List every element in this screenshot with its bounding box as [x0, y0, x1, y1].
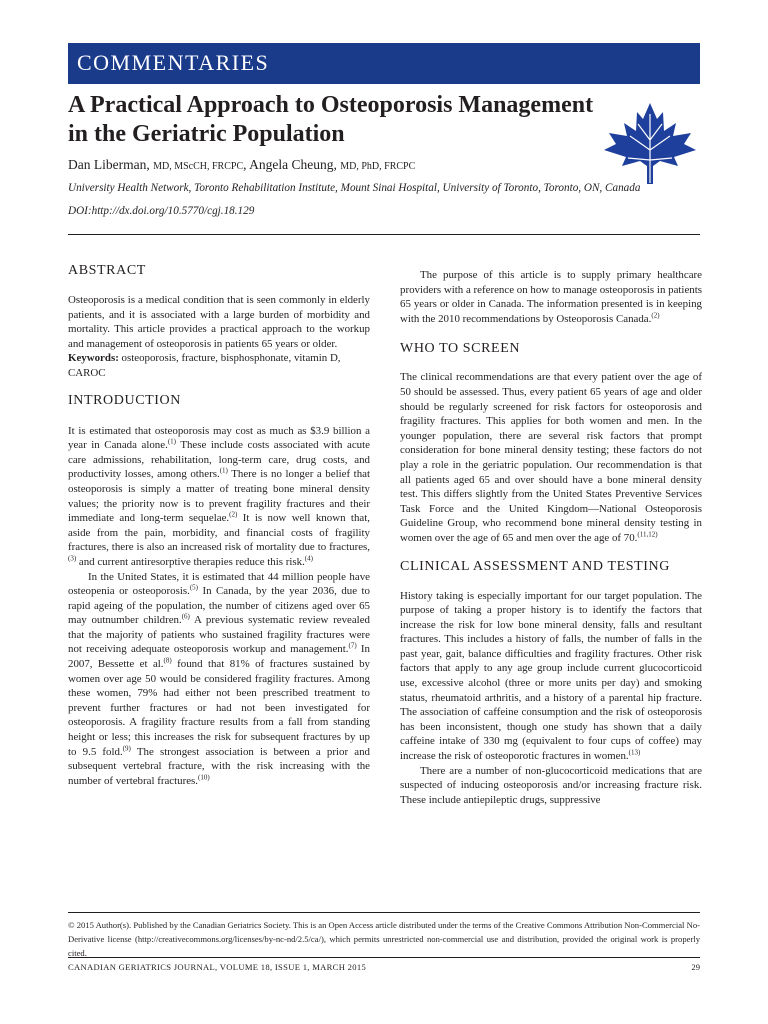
- citation: (1): [219, 466, 228, 475]
- who-to-screen-paragraph: The clinical recommendations are that every patient over the age of 50 should be assessed. Thus, every patient 65 years of age and older should be regularly screened for risk factors for osteoporosis and fragility fractures. This applies for both women and men. In the younger population, there are several risk factors that prompt consideration for bone mineral density testing; these factors do not play a role in the geriatric population. Our recommendation is that all patients aged 65 and over should have a bone mineral density test. This differs slightly from the United States Preventive Services Task Force and the United Kingdom—National Osteoporosis Guideline Group, who recommend bone mineral density testing in women over the age of 65 and men over the age of 70.$^{(11,12)}$: [400, 371, 702, 544]
- citation: (10): [198, 773, 210, 782]
- introduction-paragraph: It is estimated that osteoporosis may cost as much as $3.9 billion a year in Canada alone.$^{(1)}$ These include costs associated with acute care admissions, rehabilitation, long-term care, drug costs, and productivity losses, among others.$^{(1)}$ There is no longer a belief that osteoporosis is simply a matter of treating bone mineral density values; the priority now is to prevent fragility fractures and their immediate and long-term sequelae.$^{(2)}$ It is now well known that, aside from the pain, morbidity, and financial costs of fragility fractures, there is also an increased risk of mortality due to fractures,$^{(3)}$ and current antiresorptive therapies reduce this risk.$^{(4)}$: [68, 424, 371, 568]
- citation: (6): [181, 612, 190, 621]
- header-rule: [68, 234, 700, 235]
- affiliation: University Health Network, Toronto Rehabilitation Institute, Mount Sinai Hospital, University of Toronto, Toronto, ON, Canada: [68, 182, 641, 194]
- keywords-list: osteoporosis, fracture, bisphosphonate, vitamin D, CAROC: [68, 352, 341, 379]
- keywords-label: Keywords:: [68, 352, 119, 365]
- clinical-paragraph: History taking is especially important for our target population. The purpose of taking a proper history is to identify the factors that increase the risk for low bone mineral density, falls and resultant fractures. This includes a history of falls, the number of falls in the past year, gait, balance difficulties and fragility fractures. Other risk factors that apply to any age group include current glucocorticoid use, excessive alcohol (three or more units per day) and smoking status, rheumatoid arthritis, and a history of a parental hip fracture. The association of caffeine consumption and the risk of osteoporosis has been inconsistent, though one study has shown that a daily caffeine intake of 330 mg (equivalent to four cups of coffee) may increase the risk of osteoporotic fractures in women.$^{(13)}$: [400, 589, 702, 763]
- citation: (8): [163, 656, 172, 665]
- citation: (9): [122, 744, 131, 752]
- maple-leaf-icon: [600, 100, 700, 188]
- copyright-notice: © 2015 Author(s). Published by the Canadian Geriatrics Society. This is an Open Access article distributed under the terms of the Creative Commons Attribution Non-Commercial No-Derivative license (http://creativecommons.org/licenses/by-nc-nd/2.5/ca/), which permits unrestricted non-commercial use and distribution, provided the original work is properly cited.: [68, 920, 700, 958]
- left-column: [68, 262, 370, 788]
- citation: (7): [348, 641, 357, 650]
- author-separator: ,: [243, 157, 250, 172]
- clinical-assessment-heading: CLINICAL ASSESSMENT AND TESTING: [400, 558, 670, 574]
- author-degrees: MD, MScCH, FRCPC: [153, 161, 244, 172]
- page-number: 29: [691, 962, 700, 972]
- clinical-paragraph: There are a number of non-glucocorticoid medications that are suspected of inducing osteoporosis and/or increasing fracture risk. These include antiepileptic drugs, suppressive: [400, 764, 702, 806]
- citation: (13): [628, 748, 641, 757]
- abstract-heading: ABSTRACT: [68, 263, 146, 278]
- running-head: CANADIAN GERIATRICS JOURNAL, VOLUME 18, ISSUE 1, MARCH 2015: [68, 962, 367, 972]
- purpose-paragraph: The purpose of this article is to supply primary healthcare providers with a reference on how to manage osteoporosis in patients 65 years or older in Canada. The information presented is in keeping with the 2010 recommendations by Osteoporosis Canada.$^{(2)}$: [400, 269, 702, 325]
- footer-rule: [68, 912, 700, 913]
- citation: (2): [229, 510, 238, 519]
- right-column: [400, 268, 702, 807]
- keywords: [68, 351, 370, 380]
- author-name: Dan Liberman,: [68, 157, 154, 172]
- introduction-paragraph: In the United States, it is estimated that 44 million people have osteopenia or osteoporosis.$^{(5)}$ In Canada, by the year 2036, due to rapid ageing of the population, the number of citizens aged over 65 may outnumber children.$^{(6)}$ A previous systematic review revealed that the majority of patients who sustained fragility fractures were not receiving adequate osteoporosis workup and management.$^{(7)}$ In 2007, Bessette et al.$^{(8)}$ found that 81% of fractures sustained by women over age 50 would be considered fragility fractures. Among these women, 79% had either not been prescribed treatment to prevent further fractures or had not been investigated for osteoporosis. A fragility fracture results from a fall from standing height or less; this increases the risk for subsequent fractures by up to 9.5 fold.$^{(9)}$ The strongest association is between a prior and subsequent vertebral fracture, with the risk increasing with the number of vertebral fractures.$^{(10)}$: [68, 570, 371, 787]
- citation: (1): [167, 437, 176, 446]
- running-head-rule: [68, 957, 700, 958]
- who-to-screen-heading: WHO TO SCREEN: [400, 341, 521, 357]
- citation: (4): [304, 554, 313, 563]
- introduction-heading: INTRODUCTION: [68, 392, 181, 408]
- doi-link[interactable]: DOI:http://dx.doi.org/10.5770/cgj.18.129: [68, 205, 255, 217]
- abstract-text: Osteoporosis is a medical condition that is seen commonly in elderly patients, and it is associated with a large burden of morbidity and mortality. This article provides a practical approach to the workup and management of osteoporosis in patients 65 years or older.: [68, 294, 370, 350]
- citation: (5): [189, 583, 198, 592]
- article-title: A Practical Approach to Osteoporosis Management in the Geriatric Population: [68, 92, 594, 147]
- author-degrees: MD, PhD, FRCPC: [340, 161, 416, 172]
- citation: (3): [68, 554, 77, 563]
- section-banner: [68, 43, 700, 84]
- citation: (11,12): [637, 530, 658, 539]
- author-list: [68, 157, 415, 173]
- citation: (2): [651, 311, 660, 320]
- section-label: COMMENTARIES: [77, 50, 270, 75]
- author-name: Angela Cheung,: [249, 157, 341, 172]
